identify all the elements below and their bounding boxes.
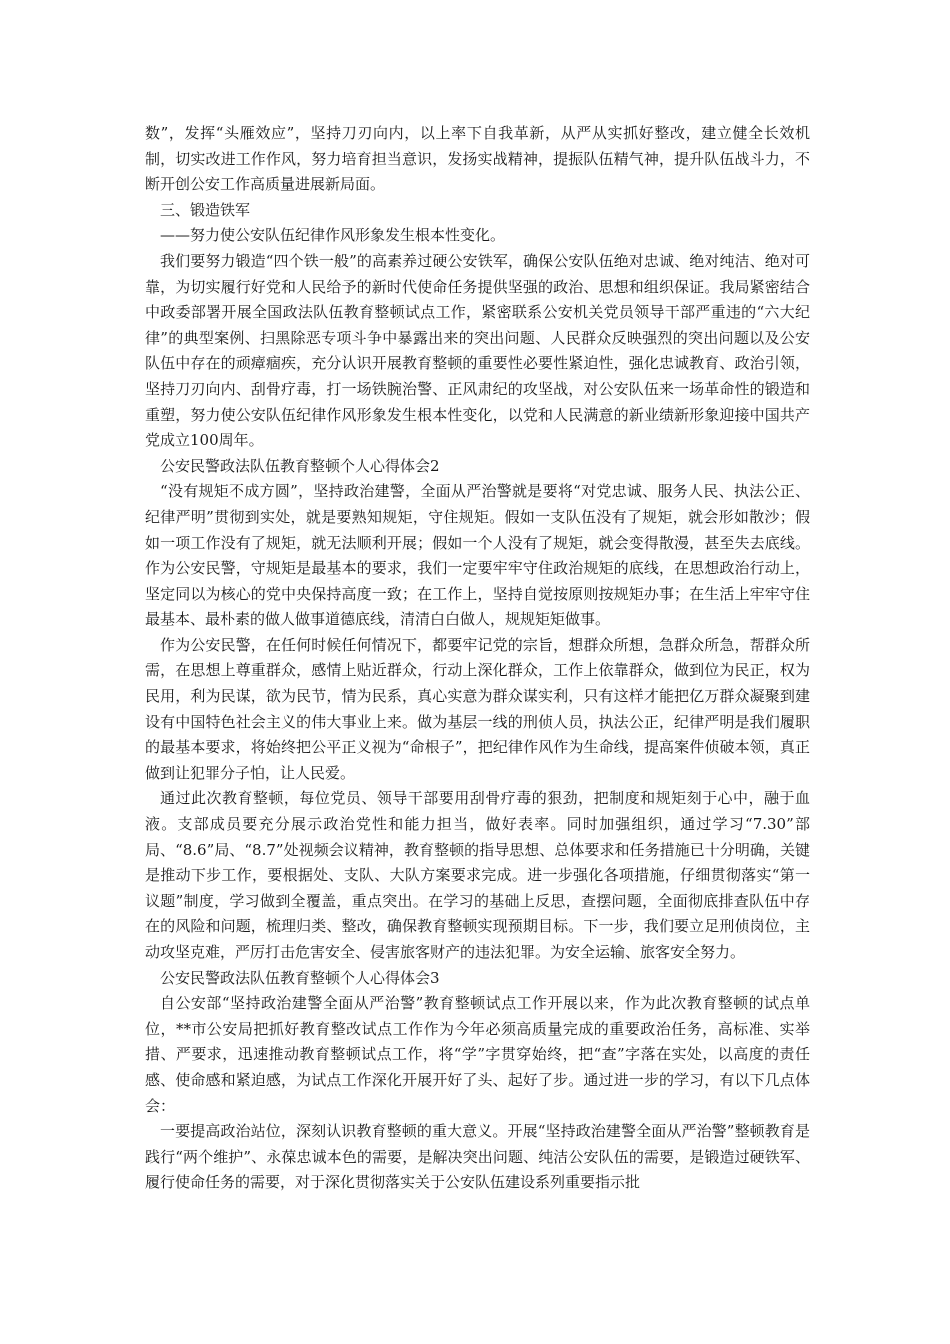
section-heading: 三、锻造铁军 bbox=[160, 200, 251, 219]
paragraph-rules: “没有规矩不成方圆”，坚持政治建警，全面从严治警就是要将“对党忠诚、服务人民、执法公正、纪律严明”贯彻到实处，就是要熟知规矩，守住规矩。假如一支队伍没有了规矩，就会形如散沙；假如一项工作没有了规矩，就无法顺利开展；假如一个人没有了规矩，就会变得散漫，甚至失去底线。作为公安民警，守规矩是最基本的要求，我们一定要牢牢守住政治规矩的底线，在思想政治行动上，坚定同以为核心的党中央保持高度一致；在工作上，坚持自觉按原则按规矩办事；在生活上牢牢守住最基本、最朴素的做人做事道德底线，清清白白做人，规规矩矩做事。 bbox=[145, 482, 810, 629]
paragraph-continuation: 数”，发挥“头雁效应”，坚持刀刃向内，以上率下自我革新，从严从实抓好整改，建立健全长效机制，切实改进工作作风，努力培育担当意识，发扬实战精神，提振队伍精气神，提升队伍战斗力，不断开创公安工作高质量进展新局面。 bbox=[145, 124, 810, 194]
paragraph-serve-people: 作为公安民警，在任何时候任何情况下，都要牢记党的宗旨，想群众所想，急群众所急，帮群众所需，在思想上尊重群众，感情上贴近群众，行动上深化群众，工作上依靠群众，做到位为民正，权为民用，利为民谋，欲为民节，情为民系，真心实意为群众谋实利，只有这样才能把亿万群众凝聚到建设有中国特色社会主义的伟大事业上来。做为基层一线的刑侦人员，执法公正，纪律严明是我们履职的最基本要求，将始终把公平正义视为“命根子”，把纪律作风作为生命线，提高案件侦破本领，真正做到让犯罪分子怕，让人民爱。 bbox=[145, 635, 810, 782]
paragraph-pilot-work: 自公安部“坚持政治建警全面从严治警”教育整顿试点工作开展以来，作为此次教育整顿的试点单位，**市公安局把抓好教育整改试点工作作为今年必须高质量完成的重要政治任务，高标准、实举措、严要求，迅速推动教育整顿试点工作，将“学”字贯穿始终，把“查”字落在实处，以高度的责任感、使命感和紧迫感，为试点工作深化开展开好了头、起好了步。通过进一步的学习，有以下几点体会： bbox=[145, 994, 810, 1115]
paragraph-iron-army: 我们要努力锻造“四个铁一般”的高素养过硬公安铁军，确保公安队伍绝对忠诚、绝对纯洁、绝对可靠，为切实履行好党和人民给予的新时代使命任务提供坚强的政治、思想和组织保证。我局紧密结合中政委部署开展全国政法队伍教育整顿试点工作，紧密联系公安机关党员领导干部严重违的“六大纪律”的典型案例、扫黑除恶专项斗争中暴露出来的突出问题、人民群众反映强烈的突出问题以及公安队伍中存在的顽瘴痼疾，充分认识开展教育整顿的重要性必要性紧迫性，强化忠诚教育、政治引领，坚持刀刃向内、刮骨疗毒，打一场铁腕治警、正风肃纪的攻坚战，对公安队伍来一场革命性的锻造和重塑，努力使公安队伍纪律作风形象发生根本性变化，以党和人民满意的新业绩新形象迎接中国共产党成立100周年。 bbox=[145, 251, 810, 450]
paragraph-rectification: 通过此次教育整顿，每位党员、领导干部要用刮骨疗毒的狠劲，把制度和规矩刻于心中，融于血液。支部成员要充分展示政治党性和能力担当，做好表率。同时加强组织，通过学习“7.30”部局、“8.6”局、“8.7”处视频会议精神，教育整顿的指导思想、总体要求和任务措施已十分明确，关键是推动下步工作，要根据处、支队、大队方案要求完成。进一步强化各项措施，仔细贯彻落实“第一议题”制度，学习做到全覆盖，重点突出。在学习的基础上反思，查摆问题，全面彻底排查队伍中存在的风险和问题，梳理归类、整改，确保教育整顿实现预期目标。下一步，我们要立足刑侦岗位，主动攻坚克难，严厉打击危害安全、侵害旅客财产的违法犯罪。为安全运输、旅客安全努力。 bbox=[145, 789, 810, 961]
article-title-2: 公安民警政法队伍教育整顿个人心得体会2 bbox=[160, 456, 440, 475]
article-title-3: 公安民警政法队伍教育整顿个人心得体会3 bbox=[160, 968, 440, 987]
document-body bbox=[145, 121, 810, 1196]
section-subheading: ——努力使公安队伍纪律作风形象发生根本性变化。 bbox=[160, 226, 506, 245]
paragraph-political-stance: 一要提高政治站位，深刻认识教育整顿的重大意义。开展“坚持政治建警全面从严治警”整顿教育是践行“两个维护”、永葆忠诚本色的需要，是解决突出问题、纯洁公安队伍的需要，是锻造过硬铁军、履行使命任务的需要，对于深化贯彻落实关于公安队伍建设系列重要指示批 bbox=[145, 1122, 810, 1192]
